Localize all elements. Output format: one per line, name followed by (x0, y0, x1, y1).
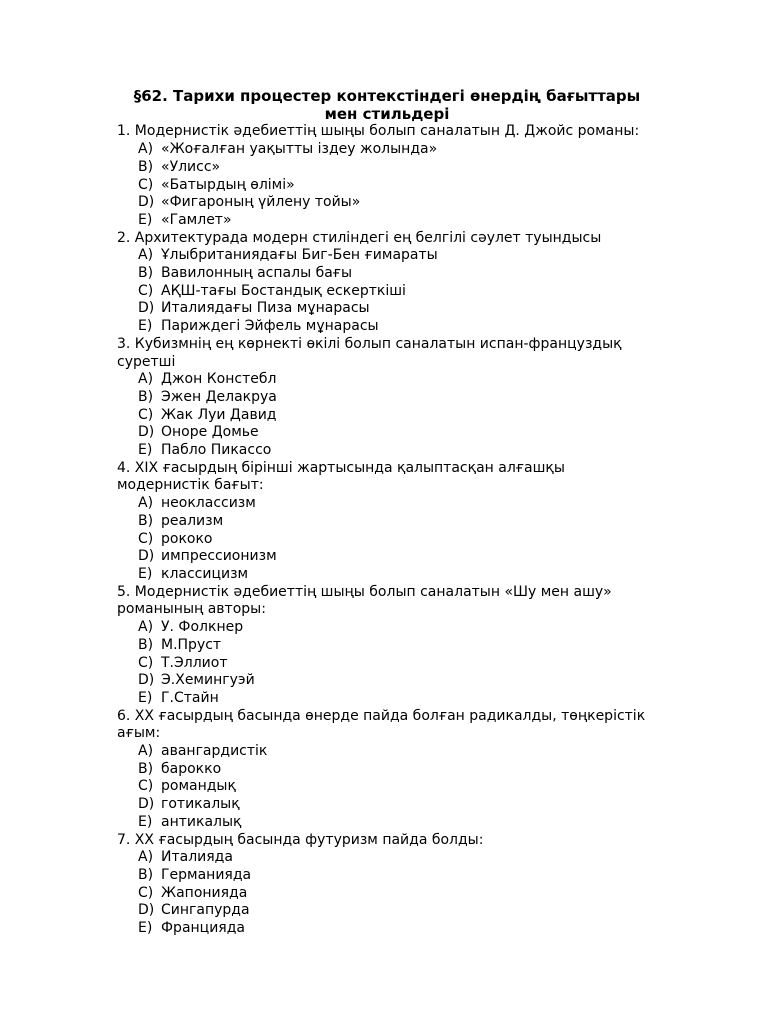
answer-option (117, 761, 657, 779)
option-text: реализм (161, 512, 224, 529)
option-letter: A) (138, 141, 154, 158)
option-letter: D) (138, 796, 155, 813)
option-letter: C) (138, 530, 154, 547)
option-text: Э.Хемингуэй (161, 672, 255, 689)
option-letter: D) (138, 194, 155, 211)
option-letter: A) (138, 619, 154, 636)
answer-option (117, 389, 657, 407)
answer-options (117, 495, 657, 584)
option-text: Жак Луи Давид (161, 406, 277, 423)
option-text: Пабло Пикассо (161, 442, 272, 459)
answer-option (117, 690, 657, 708)
question-7 (117, 832, 657, 938)
option-text: Францияда (161, 920, 245, 937)
option-text: рококо (161, 530, 213, 547)
option-text: импрессионизм (161, 548, 277, 565)
question-text: 4. XIX ғасырдың бірінші жартысында қалыптасқан алғашқы модернистік бағыт: (117, 459, 565, 494)
question-5 (117, 584, 657, 708)
answer-option (117, 194, 657, 212)
option-text: антикалық (161, 813, 242, 830)
option-letter: B) (138, 512, 154, 529)
answer-option (117, 796, 657, 814)
answer-option (117, 778, 657, 796)
option-letter: E) (138, 442, 153, 459)
question-text: 6. XX ғасырдың басында өнерде пайда болған радикалды, төңкерістік ағым: (117, 707, 646, 742)
option-text: барокко (161, 760, 222, 777)
option-text: «Батырдың өлімі» (161, 176, 295, 193)
answer-option (117, 566, 657, 584)
option-text: АҚШ-тағы Бостандық ескерткіші (161, 282, 406, 299)
option-letter: C) (138, 282, 154, 299)
option-text: Париждегі Эйфель мұнарасы (161, 318, 379, 335)
question-text: 5. Модернистік әдебиеттің шыңы болып саналатын «Шу мен ашу» романының авторы: (117, 583, 612, 618)
answer-option (117, 300, 657, 318)
option-letter: D) (138, 672, 155, 689)
answer-option (117, 637, 657, 655)
option-letter: C) (138, 884, 154, 901)
question-1 (117, 123, 657, 229)
option-letter: B) (138, 636, 154, 653)
option-text: М.Пруст (161, 636, 222, 653)
document-page (117, 88, 657, 938)
option-letter: C) (138, 654, 154, 671)
option-letter: C) (138, 778, 154, 795)
answer-option (117, 495, 657, 513)
question-4 (117, 460, 657, 584)
option-letter: C) (138, 176, 154, 193)
answer-option (117, 141, 657, 159)
answer-option (117, 212, 657, 230)
question-6 (117, 708, 657, 832)
answer-option (117, 424, 657, 442)
option-text: Вавилонның аспалы бағы (161, 265, 353, 282)
option-text: Оноре Домье (161, 424, 259, 441)
answer-option (117, 265, 657, 283)
answer-options (117, 849, 657, 938)
answer-option (117, 920, 657, 938)
answer-options (117, 371, 657, 460)
option-text: У. Фолкнер (161, 619, 244, 636)
option-letter: D) (138, 902, 155, 919)
answer-option (117, 283, 657, 301)
option-text: «Гамлет» (161, 211, 232, 228)
option-letter: D) (138, 424, 155, 441)
answer-option (117, 885, 657, 903)
answer-option (117, 867, 657, 885)
question-text: 3. Кубизмнің ең көрнекті өкілі болып саналатын испан-француздық суретші (117, 335, 622, 370)
answer-option (117, 849, 657, 867)
answer-option (117, 814, 657, 832)
option-text: романдық (161, 778, 236, 795)
option-letter: A) (138, 743, 154, 760)
option-letter: E) (138, 565, 153, 582)
answer-option (117, 442, 657, 460)
answer-option (117, 513, 657, 531)
option-text: Германияда (161, 866, 252, 883)
option-text: Джон Констебл (161, 371, 277, 388)
answer-options (117, 743, 657, 832)
option-letter: E) (138, 689, 153, 706)
answer-option (117, 548, 657, 566)
option-text: Т.Эллиот (161, 654, 228, 671)
option-text: неоклассизм (161, 495, 256, 512)
option-text: «Жоғалған уақытты іздеу жолында» (161, 141, 438, 158)
option-text: Эжен Делакруа (161, 388, 277, 405)
answer-option (117, 318, 657, 336)
answer-option (117, 743, 657, 761)
answer-option (117, 247, 657, 265)
option-text: Сингапурда (161, 902, 250, 919)
option-letter: C) (138, 406, 154, 423)
option-text: авангардистік (161, 743, 268, 760)
question-text: 1. Модернистік әдебиеттің шыңы болып саналатын Д. Джойс романы: (117, 123, 640, 140)
question-3 (117, 336, 657, 460)
document-title: §62. Тарихи процестер контекстіндегі өнердің бағыттары мен стильдері (133, 87, 641, 123)
option-text: Италияда (161, 849, 233, 866)
answer-option (117, 531, 657, 549)
option-text: Г.Стайн (161, 689, 219, 706)
option-letter: D) (138, 548, 155, 565)
answer-option (117, 902, 657, 920)
option-letter: D) (138, 300, 155, 317)
option-letter: A) (138, 247, 154, 264)
option-text: Жапонияда (161, 884, 248, 901)
option-text: классицизм (161, 565, 249, 582)
answer-options (117, 141, 657, 230)
question-text: 2. Архитектурада модерн стиліндегі ең белгілі сәулет туындысы (117, 229, 602, 246)
option-letter: B) (138, 388, 154, 405)
option-letter: B) (138, 158, 154, 175)
answer-option (117, 159, 657, 177)
option-letter: E) (138, 318, 153, 335)
option-letter: E) (138, 920, 153, 937)
answer-option (117, 371, 657, 389)
option-letter: B) (138, 866, 154, 883)
option-letter: A) (138, 495, 154, 512)
answer-option (117, 655, 657, 673)
answer-option (117, 177, 657, 195)
option-letter: B) (138, 760, 154, 777)
answer-option (117, 672, 657, 690)
answer-option (117, 619, 657, 637)
question-2 (117, 230, 657, 336)
answer-options (117, 619, 657, 708)
option-text: «Улисс» (161, 158, 221, 175)
option-letter: E) (138, 211, 153, 228)
option-letter: A) (138, 849, 154, 866)
option-text: Ұлыбританиядағы Биг-Бен ғимараты (161, 247, 438, 264)
option-text: «Фигароның үйлену тойы» (161, 194, 361, 211)
answer-option (117, 407, 657, 425)
option-letter: A) (138, 371, 154, 388)
option-text: Италиядағы Пиза мұнарасы (161, 300, 370, 317)
answer-options (117, 247, 657, 336)
question-list (117, 123, 657, 937)
option-text: готикалық (161, 796, 240, 813)
question-text: 7. XX ғасырдың басында футуризм пайда болды: (117, 831, 484, 848)
option-letter: B) (138, 265, 154, 282)
option-letter: E) (138, 813, 153, 830)
